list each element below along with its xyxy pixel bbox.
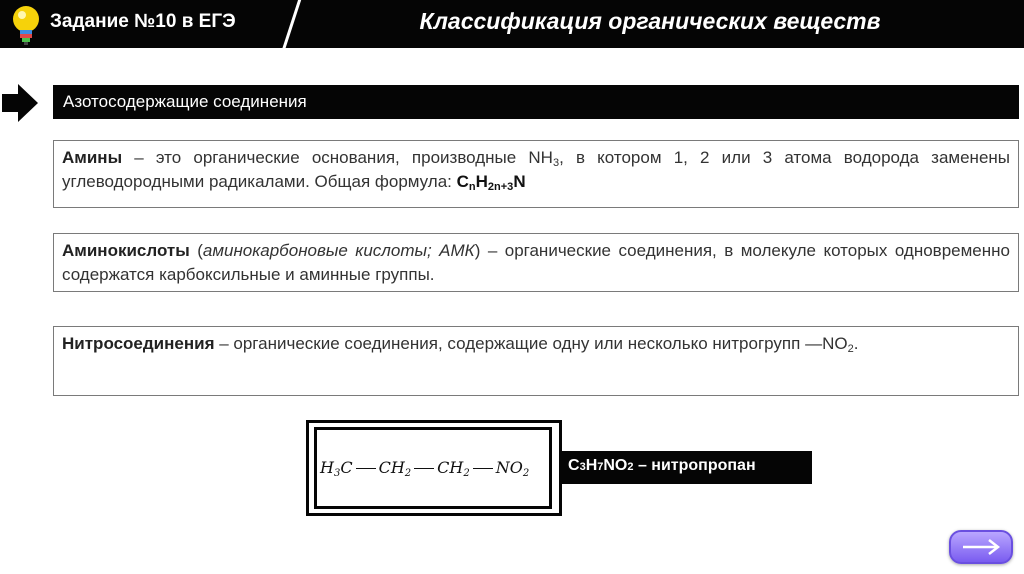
header-divider <box>280 0 302 48</box>
arrow-right-long-icon <box>961 538 1001 556</box>
amino-acids-text: – органические соединения, в молекуле которых одновременно содержатся карбоксильные и аминные группы. <box>62 241 1010 284</box>
general-formula: $C_nH_{2n+3}N$ <box>456 172 526 193</box>
next-slide-button[interactable] <box>949 530 1013 564</box>
amines-definition <box>53 140 1019 208</box>
bond-line <box>473 468 493 469</box>
task-title: Задание №10 в ЕГЭ <box>50 11 236 32</box>
nitro-term: Нитросоединения <box>62 334 215 353</box>
section-title: Азотосодержащие соединения <box>53 85 1019 119</box>
arrow-right-icon <box>2 84 38 122</box>
amines-term: Амины <box>62 148 123 167</box>
nh3-subscript: 3 <box>552 157 560 169</box>
nitro-text: – органические соединения, содержащие одну или несколько нитрогрупп —NO <box>214 334 848 353</box>
slide-title: Классификация органических веществ <box>419 8 881 34</box>
amino-acids-definition: Аминокислоты (аминокарбоновые кислоты; АМК) – органические соединения, в молекуле которых одновременно содержатся карбоксильные и аминные группы. <box>53 233 1019 292</box>
nitro-definition: Нитросоединения – органические соединения, содержащие одну или несколько нитрогрупп $—NO_2$. <box>53 326 1019 396</box>
header-bar <box>0 0 1024 48</box>
amino-acids-synonym: аминокарбоновые кислоты; АМК <box>202 241 475 260</box>
compound-name-label: C3H7NO2 – нитропропан <box>561 451 812 484</box>
amines-text-cont: , в котором 1, 2 или 3 атома водорода заменены углеводородными радикалами. Общая формула: <box>62 148 1011 191</box>
bond-line <box>356 468 376 469</box>
amino-acids-term: Аминокислоты <box>62 241 190 260</box>
amines-text: – это органические основания, производные NH <box>122 148 553 167</box>
lightbulb-icon <box>6 3 46 45</box>
structural-formula: $H_3C$ $CH_2$ $CH_2$ $NO_2$ <box>320 458 530 479</box>
bond-line <box>414 468 434 469</box>
